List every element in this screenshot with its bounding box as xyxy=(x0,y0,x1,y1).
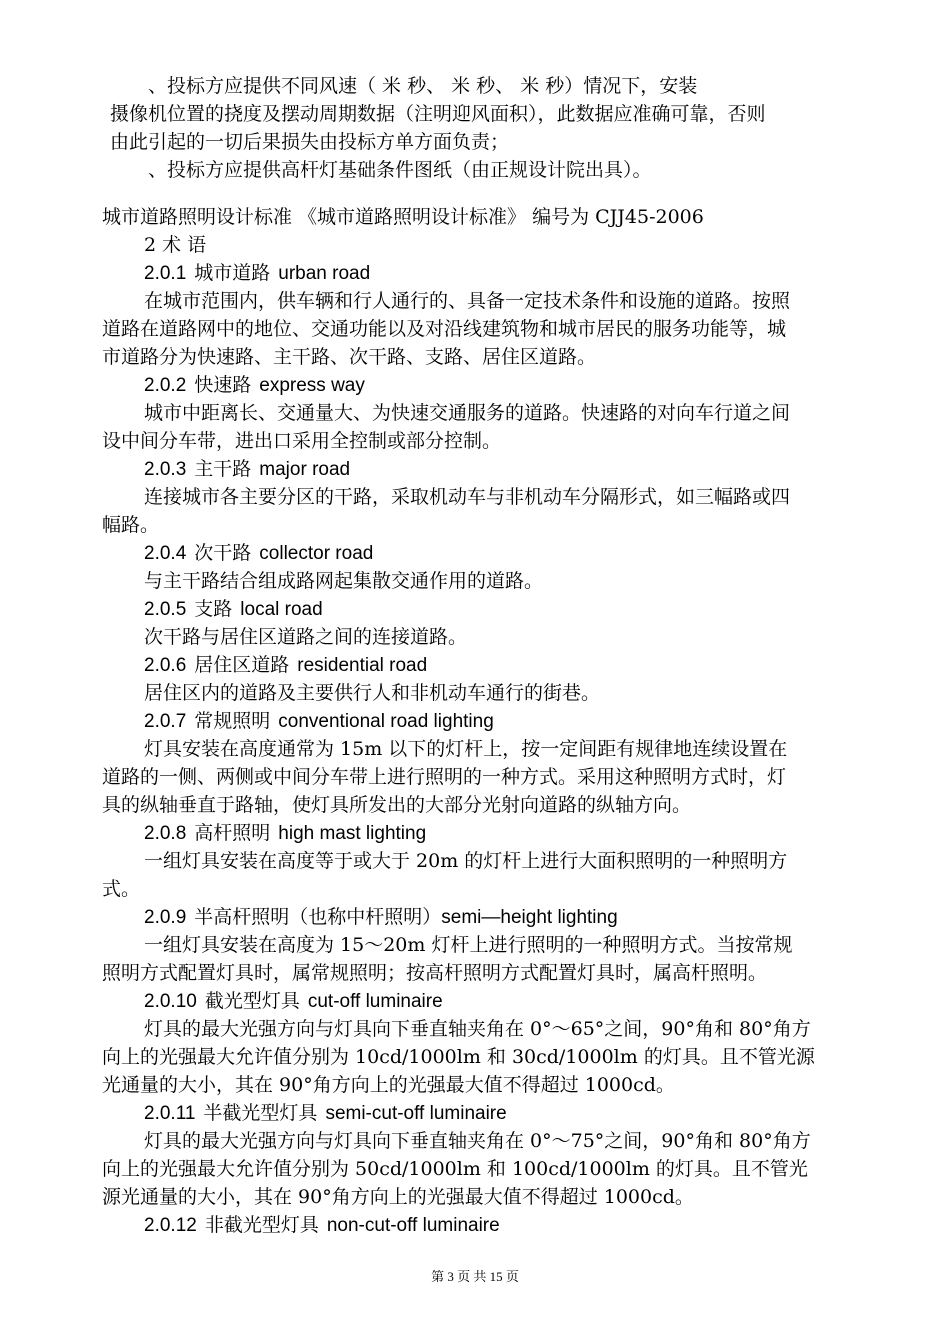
intro-line-4: 、投标方应提供高杆灯基础条件图纸（由正规设计院出具）。 xyxy=(148,159,652,181)
term-desc-line: 一组灯具安装在高度等于或大于 20m 的灯杆上进行大面积照明的一种照明方 xyxy=(144,850,788,872)
term-number: 2.0.2 xyxy=(144,375,187,396)
term-chinese: 高杆照明 xyxy=(194,822,271,844)
term-heading xyxy=(144,455,350,484)
term-desc-line: 道路的一侧、两侧或中间分车带上进行照明的一种方式。采用这种照明方式时，灯 xyxy=(102,766,787,788)
term-chinese: 半截光型灯具 xyxy=(203,1102,318,1124)
term-desc-line: 向上的光强最大允许值分别为 50cd/1000lm 和 100cd/1000lm 的灯具。且不管光 xyxy=(102,1158,808,1180)
term-heading xyxy=(144,651,427,680)
term-desc-line: 向上的光强最大允许值分别为 10cd/1000lm 和 30cd/1000lm 的灯具。且不管光源 xyxy=(102,1046,815,1068)
term-chinese: 常规照明 xyxy=(194,710,271,732)
term-english: urban road xyxy=(278,263,371,284)
page-footer: 第 3 页 共 15 页 xyxy=(431,1269,519,1284)
term-english: semi—height lighting xyxy=(441,907,618,928)
term-english: express way xyxy=(259,375,365,396)
term-number: 2.0.11 xyxy=(144,1103,196,1124)
term-desc-line: 具的纵轴垂直于路轴，使灯具所发出的大部分光射向道路的纵轴方向。 xyxy=(102,794,692,816)
term-desc-line: 城市中距离长、交通量大、为快速交通服务的道路。快速路的对向车行道之间 xyxy=(144,402,791,424)
term-number: 2.0.9 xyxy=(144,907,187,928)
intro-line-2: 摄像机位置的挠度及摆动周期数据（注明迎风面积），此数据应准确可靠，否则 xyxy=(110,103,766,125)
term-desc-line: 居住区内的道路及主要供行人和非机动车通行的街巷。 xyxy=(144,682,601,704)
term-chinese: 支路 xyxy=(194,598,233,620)
term-chinese: 居住区道路 xyxy=(194,654,290,676)
term-english: collector road xyxy=(259,543,374,564)
term-desc-line: 灯具的最大光强方向与灯具向下垂直轴夹角在 0°～65°之间，90°角和 80°角方 xyxy=(144,1018,811,1040)
term-desc-line: 灯具的最大光强方向与灯具向下垂直轴夹角在 0°～75°之间，90°角和 80°角方 xyxy=(144,1130,811,1152)
term-chinese: 城市道路 xyxy=(194,262,271,284)
term-number: 2.0.12 xyxy=(144,1215,197,1236)
term-desc-line: 源光通量的大小，其在 90°角方向上的光强最大值不得超过 1000cd。 xyxy=(102,1186,694,1208)
term-number: 2.0.1 xyxy=(144,263,187,284)
term-desc-line: 灯具安装在高度通常为 15m 以下的灯杆上，按一定间距有规律地连续设置在 xyxy=(144,738,788,760)
term-heading xyxy=(144,371,365,400)
term-heading xyxy=(144,903,618,932)
term-english: non-cut-off luminaire xyxy=(326,1215,500,1236)
term-chinese: 半高杆照明（也称中杆照明） xyxy=(194,906,442,928)
term-heading xyxy=(144,987,443,1016)
term-desc-line: 市道路分为快速路、主干路、次干路、支路、居住区道路。 xyxy=(102,346,597,368)
term-english: high mast lighting xyxy=(278,823,427,844)
term-english: major road xyxy=(259,459,351,480)
term-desc-line: 次干路与居住区道路之间的连接道路。 xyxy=(144,626,468,648)
term-heading xyxy=(144,707,494,736)
term-chinese: 快速路 xyxy=(194,374,252,396)
term-english: semi-cut-off luminaire xyxy=(325,1103,507,1124)
term-desc-line: 设中间分车带，进出口采用全控制或部分控制。 xyxy=(102,430,502,452)
intro-line-1: 、投标方应提供不同风速（ 米 秒、 米 秒、 米 秒）情况下，安装 xyxy=(148,75,698,97)
term-chinese: 主干路 xyxy=(194,458,252,480)
term-number: 2.0.3 xyxy=(144,459,187,480)
term-heading xyxy=(144,819,426,848)
term-desc-line: 一组灯具安装在高度为 15～20m 灯杆上进行照明的一种照明方式。当按常规 xyxy=(144,934,793,956)
term-heading xyxy=(144,259,370,288)
section-heading: 2 术 语 xyxy=(144,234,207,256)
term-chinese: 非截光型灯具 xyxy=(204,1214,319,1236)
term-english: cut-off luminaire xyxy=(307,991,443,1012)
term-desc-line: 照明方式配置灯具时，属常规照明；按高杆照明方式配置灯具时，属高杆照明。 xyxy=(102,962,768,984)
term-chinese: 截光型灯具 xyxy=(204,990,300,1012)
term-desc-line: 式。 xyxy=(102,878,141,900)
term-english: local road xyxy=(240,599,323,620)
term-number: 2.0.4 xyxy=(144,543,187,564)
term-desc-line: 与主干路结合组成路网起集散交通作用的道路。 xyxy=(144,570,544,592)
term-chinese: 次干路 xyxy=(194,542,252,564)
term-desc-line: 道路在道路网中的地位、交通功能以及对沿线建筑物和城市居民的服务功能等，城 xyxy=(102,318,787,340)
term-number: 2.0.10 xyxy=(144,991,197,1012)
term-desc-line: 在城市范围内，供车辆和行人通行的、具备一定技术条件和设施的道路。按照 xyxy=(144,290,791,312)
standard-title-line: 城市道路照明设计标准 《城市道路照明设计标准》 编号为 CJJ45-2006 xyxy=(102,206,704,228)
term-number: 2.0.8 xyxy=(144,823,187,844)
term-heading xyxy=(144,539,373,568)
term-number: 2.0.7 xyxy=(144,711,187,732)
term-english: residential road xyxy=(297,655,428,676)
term-desc-line: 光通量的大小，其在 90°角方向上的光强最大值不得超过 1000cd。 xyxy=(102,1074,675,1096)
term-heading xyxy=(144,1099,507,1128)
term-number: 2.0.5 xyxy=(144,599,187,620)
term-heading xyxy=(144,1211,500,1240)
term-heading xyxy=(144,595,323,624)
term-desc-line: 幅路。 xyxy=(102,514,160,536)
term-english: conventional road lighting xyxy=(278,711,494,732)
term-number: 2.0.6 xyxy=(144,655,187,676)
intro-line-3: 由此引起的一切后果损失由投标方单方面负责； xyxy=(110,131,510,153)
term-desc-line: 连接城市各主要分区的干路，采取机动车与非机动车分隔形式，如三幅路或四 xyxy=(144,486,791,508)
